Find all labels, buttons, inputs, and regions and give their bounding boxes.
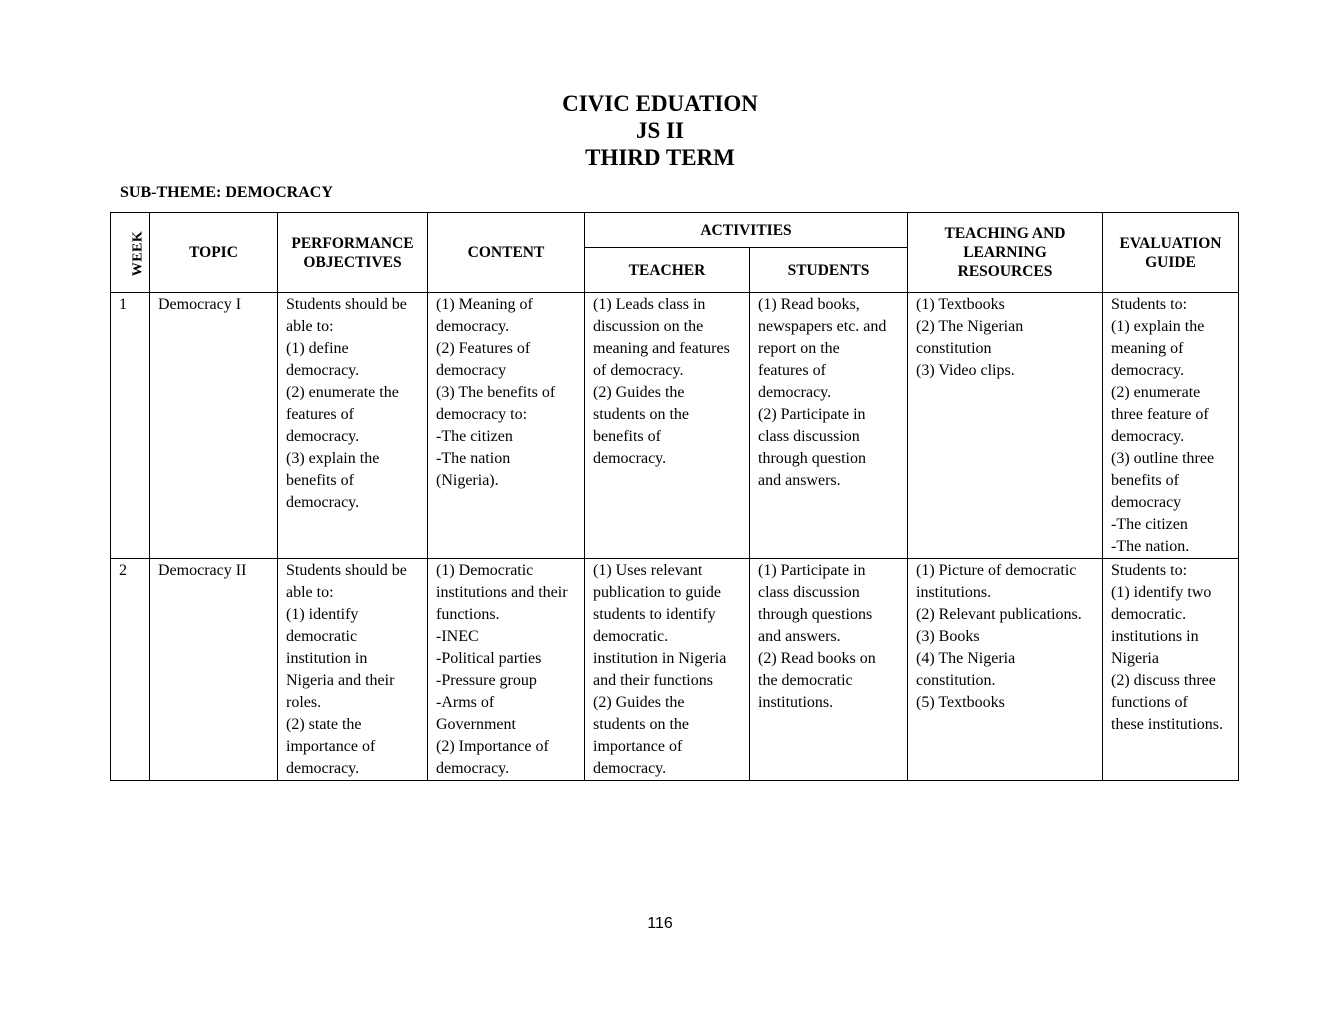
- cell-line: functions of: [1111, 694, 1188, 711]
- header-teacher: TEACHER: [585, 248, 750, 293]
- cell-line: (1) identify: [286, 606, 359, 623]
- page-number: 116: [647, 915, 673, 932]
- cell-line: institution in: [286, 650, 368, 667]
- cell-line: democracy: [436, 362, 507, 379]
- cell-topic: Democracy I: [150, 293, 278, 559]
- document-term: THIRD TERM: [585, 145, 735, 170]
- cell-line: institutions.: [916, 584, 992, 601]
- cell-line: -The citizen: [436, 428, 513, 445]
- cell-line: (5) Textbooks: [916, 694, 1005, 711]
- cell-students: [750, 293, 908, 559]
- cell-week: 2: [111, 559, 150, 781]
- cell-line: (2) Importance of: [436, 738, 549, 755]
- cell-line: democracy.: [286, 428, 360, 445]
- cell-line: functions.: [436, 606, 500, 623]
- header-students: STUDENTS: [750, 248, 908, 293]
- cell-line: Nigeria and their: [286, 672, 395, 689]
- cell-line: institutions in: [1111, 628, 1199, 645]
- cell-line: -The nation: [436, 450, 511, 467]
- table-row: [111, 293, 1239, 559]
- cell-line: democratic: [286, 628, 358, 645]
- cell-line: newspapers etc. and: [758, 318, 887, 335]
- cell-line: through questions: [758, 606, 873, 623]
- cell-line: -Pressure group: [436, 672, 537, 689]
- cell-line: (3) Video clips.: [916, 362, 1015, 379]
- cell-line: democracy.: [593, 760, 667, 777]
- header-activities: ACTIVITIES: [585, 213, 908, 248]
- header-week: WEEK: [111, 213, 150, 293]
- cell-line: constitution.: [916, 672, 996, 689]
- cell-line: discussion on the: [593, 318, 704, 335]
- cell-line: (2) enumerate: [1111, 384, 1201, 401]
- subtheme-heading: SUB-THEME: DEMOCRACY: [120, 184, 333, 201]
- cell-line: (1) Textbooks: [916, 296, 1005, 313]
- cell-line: institution in Nigeria: [593, 650, 727, 667]
- cell-line: students to identify: [593, 606, 716, 623]
- cell-line: democracy.: [758, 384, 832, 401]
- cell-line: class discussion: [758, 428, 860, 445]
- cell-line: -INEC: [436, 628, 479, 645]
- cell-content: [428, 559, 585, 781]
- cell-teacher: [585, 559, 750, 781]
- cell-line: Students should be: [286, 562, 407, 579]
- cell-line: democracy.: [1111, 428, 1185, 445]
- cell-teacher: [585, 293, 750, 559]
- cell-line: institutions.: [758, 694, 834, 711]
- cell-line: class discussion: [758, 584, 860, 601]
- cell-line: (Nigeria).: [436, 472, 499, 489]
- cell-line: through question: [758, 450, 866, 467]
- cell-line: (1) Participate in: [758, 562, 866, 579]
- cell-resources: [908, 559, 1103, 781]
- cell-objectives: [278, 559, 428, 781]
- cell-line: three feature of: [1111, 406, 1209, 423]
- cell-line: (2) Guides the: [593, 694, 685, 711]
- cell-week: 1: [111, 293, 150, 559]
- cell-line: democracy.: [593, 450, 667, 467]
- cell-line: (1) define: [286, 340, 349, 357]
- cell-line: -The nation.: [1111, 538, 1190, 555]
- cell-line: (1) Uses relevant: [593, 562, 703, 579]
- cell-line: and answers.: [758, 472, 841, 489]
- cell-line: publication to guide: [593, 584, 721, 601]
- header-content: CONTENT: [428, 213, 585, 293]
- cell-line: (2) discuss three: [1111, 672, 1216, 689]
- cell-line: institutions and their: [436, 584, 568, 601]
- cell-evaluation: [1103, 559, 1239, 781]
- cell-line: students on the: [593, 716, 689, 733]
- scheme-of-work-table: [110, 212, 1239, 781]
- cell-line: meaning and features: [593, 340, 730, 357]
- cell-line: of democracy.: [593, 362, 684, 379]
- cell-line: democratic.: [1111, 606, 1187, 623]
- cell-line: (2) Features of: [436, 340, 531, 357]
- cell-line: democracy.: [1111, 362, 1185, 379]
- cell-line: the democratic: [758, 672, 853, 689]
- cell-line: Nigeria: [1111, 650, 1159, 667]
- cell-line: benefits of: [593, 428, 661, 445]
- cell-line: able to:: [286, 584, 334, 601]
- cell-line: able to:: [286, 318, 334, 335]
- cell-line: (4) The Nigeria: [916, 650, 1016, 667]
- cell-line: democracy to:: [436, 406, 528, 423]
- cell-line: features of: [758, 362, 826, 379]
- cell-line: (2) The Nigerian: [916, 318, 1024, 335]
- cell-line: benefits of: [1111, 472, 1179, 489]
- cell-line: (1) Democratic: [436, 562, 534, 579]
- document-title: CIVIC EDUATION: [562, 91, 758, 116]
- cell-line: and answers.: [758, 628, 841, 645]
- cell-line: democracy.: [286, 494, 360, 511]
- cell-line: (2) state the: [286, 716, 362, 733]
- cell-line: and their functions: [593, 672, 713, 689]
- cell-line: (2) Read books on: [758, 650, 876, 667]
- cell-line: Students to:: [1111, 296, 1188, 313]
- cell-line: students on the: [593, 406, 689, 423]
- cell-line: Students to:: [1111, 562, 1188, 579]
- header-objectives: PERFORMANCE OBJECTIVES: [278, 213, 428, 293]
- cell-line: roles.: [286, 694, 322, 711]
- cell-line: democracy.: [286, 362, 360, 379]
- cell-evaluation: [1103, 293, 1239, 559]
- cell-line: (3) The benefits of: [436, 384, 556, 401]
- cell-line: (1) explain the: [1111, 318, 1205, 335]
- cell-line: (1) Read books,: [758, 296, 860, 313]
- cell-line: (2) Relevant publications.: [916, 606, 1082, 623]
- cell-line: these institutions.: [1111, 716, 1223, 733]
- cell-line: constitution: [916, 340, 992, 357]
- cell-line: (2) enumerate the: [286, 384, 399, 401]
- cell-line: (3) Books: [916, 628, 980, 645]
- cell-line: democracy.: [286, 760, 360, 777]
- cell-line: (3) explain the: [286, 450, 380, 467]
- cell-line: importance of: [593, 738, 683, 755]
- cell-line: benefits of: [286, 472, 354, 489]
- header-resources: TEACHING AND LEARNING RESOURCES: [908, 213, 1103, 293]
- cell-line: Government: [436, 716, 516, 733]
- cell-line: Students should be: [286, 296, 407, 313]
- cell-line: (2) Guides the: [593, 384, 685, 401]
- cell-line: (1) Meaning of: [436, 296, 533, 313]
- cell-line: (3) outline three: [1111, 450, 1215, 467]
- table-row: [111, 559, 1239, 781]
- cell-objectives: [278, 293, 428, 559]
- cell-line: report on the: [758, 340, 840, 357]
- cell-line: democratic.: [593, 628, 669, 645]
- cell-line: (1) Picture of democratic: [916, 562, 1077, 579]
- document-title-block: [0, 90, 1320, 171]
- header-topic: TOPIC: [150, 213, 278, 293]
- cell-line: -Arms of: [436, 694, 495, 711]
- cell-students: [750, 559, 908, 781]
- cell-line: democracy: [1111, 494, 1182, 511]
- cell-line: (1) Leads class in: [593, 296, 706, 313]
- header-evaluation: EVALUATION GUIDE: [1103, 213, 1239, 293]
- cell-line: democracy.: [436, 318, 510, 335]
- cell-line: (1) identify two: [1111, 584, 1212, 601]
- cell-line: -The citizen: [1111, 516, 1188, 533]
- cell-topic: Democracy II: [150, 559, 278, 781]
- cell-line: democracy.: [436, 760, 510, 777]
- document-class: JS II: [636, 118, 684, 143]
- cell-line: meaning of: [1111, 340, 1184, 357]
- cell-line: -Political parties: [436, 650, 542, 667]
- cell-line: importance of: [286, 738, 376, 755]
- cell-resources: [908, 293, 1103, 559]
- cell-line: features of: [286, 406, 354, 423]
- cell-content: [428, 293, 585, 559]
- cell-line: (2) Participate in: [758, 406, 866, 423]
